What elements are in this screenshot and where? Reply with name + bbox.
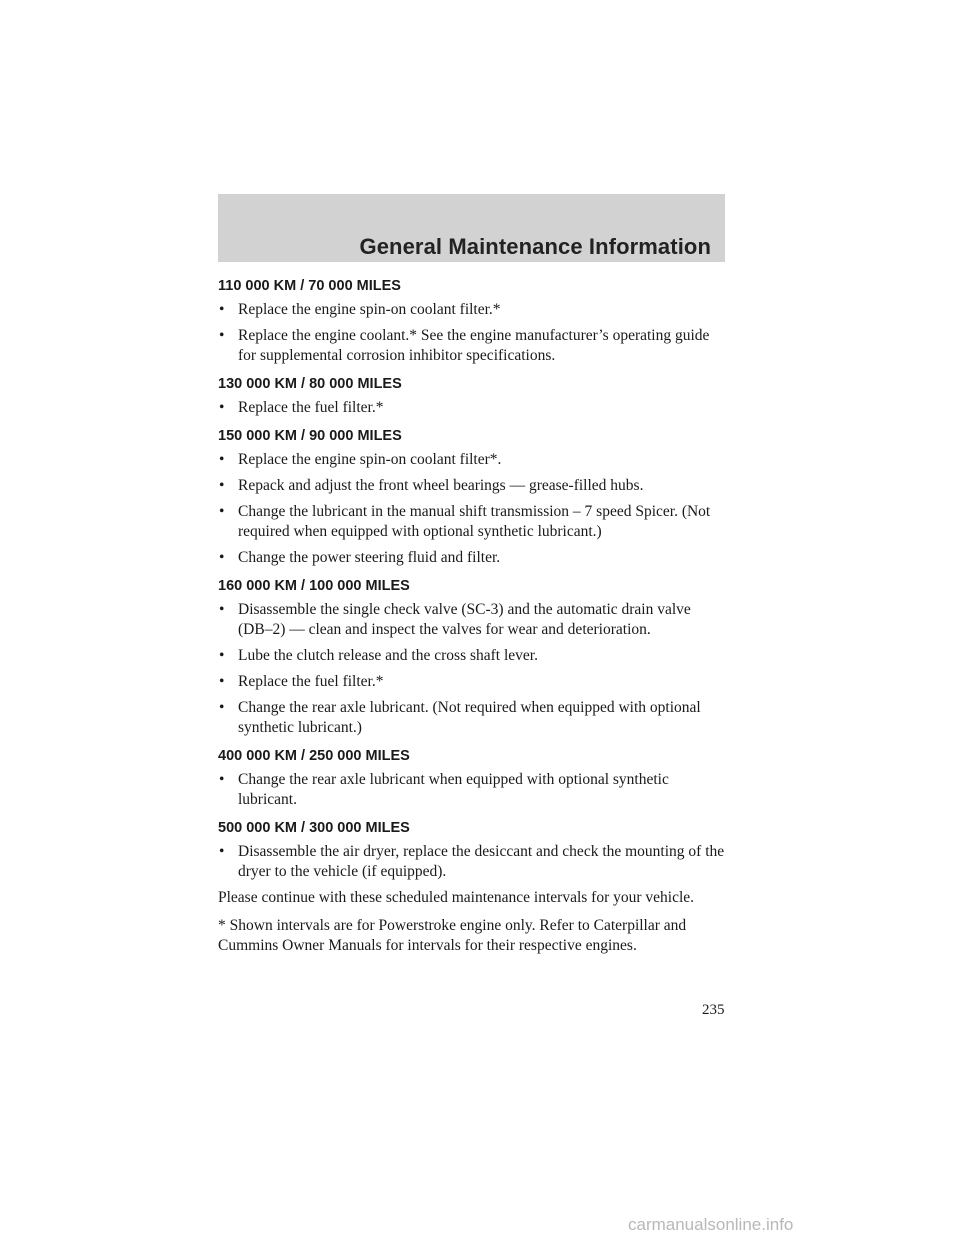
- interval-heading: 160 000 KM / 100 000 MILES: [218, 578, 410, 594]
- task-text: Repack and adjust the front wheel bearings — grease-filled hubs.: [238, 477, 644, 494]
- bullet-icon: •: [219, 601, 225, 618]
- task-text: Lube the clutch release and the cross shaft lever.: [238, 647, 538, 664]
- interval-section: [218, 746, 728, 810]
- bullet-icon: •: [219, 549, 225, 566]
- bullet-icon: •: [219, 399, 225, 416]
- footnote: * Shown intervals are for Powerstroke engine only. Refer to Caterpillar and Cummins Owner Manuals for intervals for their respective engines.: [218, 917, 687, 954]
- task-list: [218, 398, 728, 418]
- list-item: [218, 646, 728, 666]
- interval-section: [218, 576, 728, 738]
- interval-section: [218, 374, 728, 418]
- continue-note: Please continue with these scheduled maintenance intervals for your vehicle.: [218, 889, 695, 906]
- list-item: [218, 450, 728, 470]
- list-item: [218, 476, 728, 496]
- interval-heading: 130 000 KM / 80 000 MILES: [218, 376, 402, 392]
- task-text: Replace the engine coolant.* See the engine manufacturer’s operating guide for supplemental corrosion inhibitor specifications.: [238, 327, 710, 364]
- page-number: 235: [702, 1002, 725, 1018]
- interval-heading: 150 000 KM / 90 000 MILES: [218, 428, 402, 444]
- list-item: [218, 770, 728, 810]
- task-text: Replace the fuel filter.*: [238, 673, 384, 690]
- task-text: Disassemble the single check valve (SC-3) and the automatic drain valve (DB–2) — clean and inspect the valves for wear and deterioration.: [238, 601, 691, 638]
- task-text: Change the lubricant in the manual shift transmission – 7 speed Spicer. (Not required when equipped with optional synthetic lubricant.): [238, 503, 711, 540]
- list-item: [218, 502, 728, 542]
- list-item: [218, 548, 728, 568]
- bullet-icon: •: [219, 843, 225, 860]
- list-item: [218, 300, 728, 320]
- watermark: carmanualsonline.info: [628, 1215, 794, 1234]
- task-list: [218, 450, 728, 568]
- interval-section: [218, 818, 728, 882]
- task-text: Replace the engine spin-on coolant filter.*: [238, 301, 501, 318]
- task-list: [218, 600, 728, 738]
- bullet-icon: •: [219, 327, 225, 344]
- bullet-icon: •: [219, 451, 225, 468]
- task-text: Change the power steering fluid and filter.: [238, 549, 501, 566]
- task-list: [218, 842, 728, 882]
- task-text: Change the rear axle lubricant when equipped with optional synthetic lubricant.: [238, 771, 669, 808]
- bullet-icon: •: [219, 771, 225, 788]
- list-item: [218, 398, 728, 418]
- list-item: [218, 698, 728, 738]
- interval-section: [218, 426, 728, 568]
- closing-notes: [218, 888, 728, 956]
- section-header-band: [218, 194, 725, 262]
- interval-section: [218, 276, 728, 366]
- bullet-icon: •: [219, 699, 225, 716]
- list-item: [218, 326, 728, 366]
- task-text: Disassemble the air dryer, replace the desiccant and check the mounting of the dryer to the vehicle (if equipped).: [238, 843, 725, 880]
- task-list: [218, 770, 728, 810]
- bullet-icon: •: [219, 673, 225, 690]
- list-item: [218, 842, 728, 882]
- task-list: [218, 300, 728, 366]
- list-item: [218, 600, 728, 640]
- interval-heading: 110 000 KM / 70 000 MILES: [218, 278, 401, 294]
- interval-heading: 500 000 KM / 300 000 MILES: [218, 820, 410, 836]
- page-title: General Maintenance Information: [359, 234, 711, 259]
- bullet-icon: •: [219, 647, 225, 664]
- bullet-icon: •: [219, 301, 225, 318]
- bullet-icon: •: [219, 503, 225, 520]
- task-text: Replace the fuel filter.*: [238, 399, 384, 416]
- task-text: Change the rear axle lubricant. (Not required when equipped with optional synthetic lubricant.): [238, 699, 701, 736]
- list-item: [218, 672, 728, 692]
- task-text: Replace the engine spin-on coolant filter*.: [238, 451, 502, 468]
- bullet-icon: •: [219, 477, 225, 494]
- interval-heading: 400 000 KM / 250 000 MILES: [218, 748, 410, 764]
- main-content: [218, 276, 728, 956]
